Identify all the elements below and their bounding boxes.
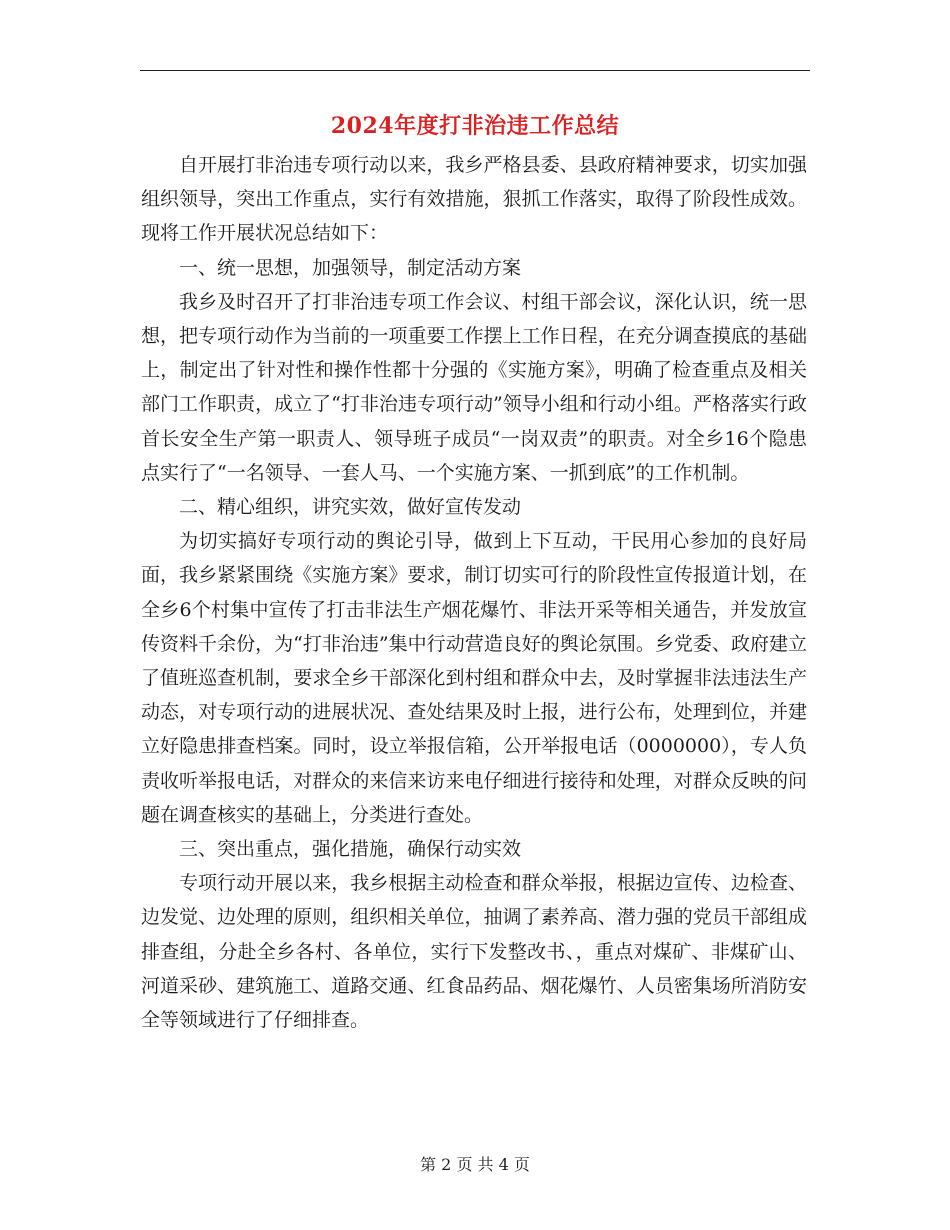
paragraph-section-1: 我乡及时召开了打非治违专项工作会议、村组干部会议，深化认识，统一思想，把专项行动作为当前的一项重要工作摆上工作日程，在充分调查摸底的基础上，制定出了针对性和操作性都十分强的《实施方案》，明确了检查重点及相关部门工作职责，成立了“打非治违专项行动”领导小组和行动小组。严格落实行政首长安全生产第一职责人、领导班子成员“一岗双责”的职责。对全乡16个隐患点实行了“一名领导、一套人马、一个实施方案、一抓到底”的工作机制。	[141, 290, 807, 484]
paragraph-section-2: 为切实搞好专项行动的舆论引导，做到上下互动，干民用心参加的良好局面，我乡紧紧围绕《实施方案》要求，制订切实可行的阶段性宣传报道计划，在全乡6个村集中宣传了打击非法生产烟花爆竹、非法开采等相关通告，并发放宣传资料千余份，为“打非治违”集中行动营造良好的舆论氛围。乡党委、政府建立了值班巡查机制，要求全乡干部深化到村组和群众中去，及时掌握非法违法生产动态，对专项行动的进展状况、查处结果及时上报，进行公布，处理到位，并建立好隐患排查档案。同时，设立举报信箱，公开举报电话（0000000），专人负责收听举报电话，对群众的来信来访来电仔细进行接待和处理，对群众反映的问题在调查核实的基础上，分类进行查处。	[141, 530, 807, 826]
section-heading-3: 三、突出重点，强化措施，确保行动实效	[179, 838, 522, 861]
paragraph-section-3: 专项行动开展以来，我乡根据主动检查和群众举报，根据边宣传、边检查、边发觉、边处理的原则，组织相关单位，抽调了素养高、潜力强的党员干部组成排查组，分赴全乡各村、各单位，实行下发整改书、，重点对煤矿、非煤矿山、河道采砂、建筑施工、道路交通、红食品药品、烟花爆竹、人员密集场所消防安全等领域进行了仔细排查。	[141, 872, 807, 1032]
document-title: 2024年度打非治违工作总结	[330, 113, 620, 139]
section-heading-1: 一、统一思想，加强领导，制定活动方案	[179, 256, 522, 279]
document-body	[141, 148, 807, 1037]
header-rule	[140, 70, 810, 71]
paragraph-intro: 自开展打非治违专项行动以来，我乡严格县委、县政府精神要求，切实加强组织领导，突出工作重点，实行有效措施，狠抓工作落实，取得了阶段性成效。现将工作开展状况总结如下：	[141, 154, 807, 245]
section-heading-2: 二、精心组织，讲究实效，做好宣传发动	[179, 496, 522, 519]
page-number-footer: 第 2 页 共 4 页	[420, 1155, 530, 1174]
